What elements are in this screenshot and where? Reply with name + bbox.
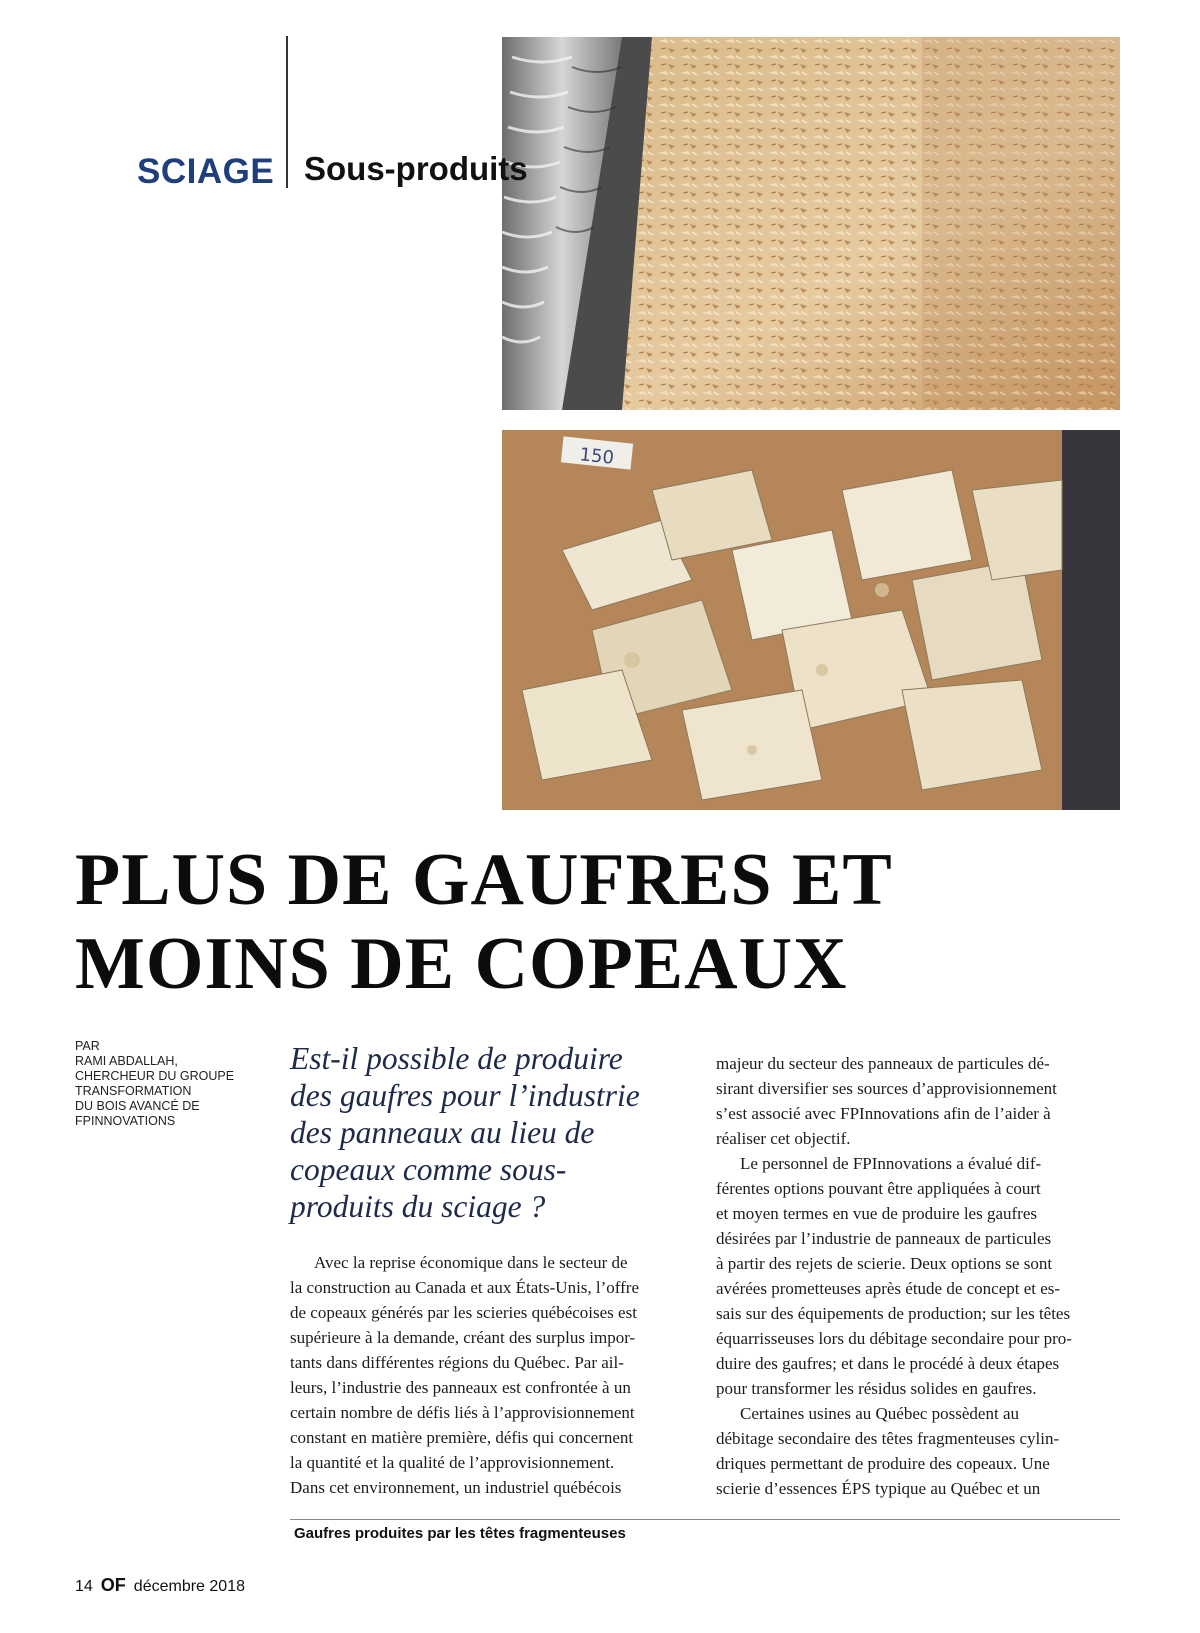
section-tag: SCIAGE (137, 152, 275, 191)
body-line: pour transformer les résidus solides en gaufres. (716, 1379, 1037, 1398)
body-line: s’est associé avec FPInnovations afin de l’aider à (716, 1104, 1051, 1123)
byline-line: FPINNOVATIONS (75, 1114, 176, 1128)
lede-line: Est-il possible de produire (290, 1041, 623, 1076)
body-line: sais sur des équipements de production; sur les têtes (716, 1304, 1071, 1323)
caption-rule (290, 1519, 1120, 1520)
wafers-photo (502, 430, 1120, 810)
body-line: certain nombre de défis liés à l’approvisionnement (290, 1403, 635, 1422)
byline-line: TRANSFORMATION (75, 1084, 192, 1098)
body-line: duire des gaufres; et dans le procédé à deux étapes (716, 1354, 1060, 1373)
issue-date: décembre 2018 (133, 1578, 245, 1595)
byline-line: PAR (75, 1039, 100, 1053)
photo-caption: Gaufres produites par les têtes fragmenteuses (294, 1525, 626, 1542)
lede-line: copeaux comme sous- (290, 1152, 567, 1187)
lede (290, 1040, 690, 1225)
body-line: Certaines usines au Québec possèdent au (740, 1404, 1019, 1423)
byline-line: RAMI ABDALLAH, (75, 1054, 178, 1068)
body-line: désirées par l’industrie de panneaux de particules (716, 1229, 1052, 1248)
body-line: supérieure à la demande, créant des surplus impor- (290, 1328, 636, 1347)
byline-line: DU BOIS AVANCÉ DE (75, 1099, 200, 1113)
body-line: férentes options pouvant être appliquées à court (716, 1179, 1041, 1198)
body-line: équarrisseuses lors du débitage secondaire pour pro- (716, 1329, 1072, 1348)
body-line: scierie d’essences ÉPS typique au Québec et un (716, 1479, 1041, 1498)
headline (75, 838, 1125, 1006)
section-header (137, 150, 274, 194)
bottom-photo-label: 150 (578, 444, 615, 469)
byline (75, 1039, 265, 1129)
headline-line: PLUS DE GAUFRES ET (75, 839, 893, 921)
body-line: constant en matière première, défis qui concernent (290, 1428, 634, 1447)
body-line: à partir des rejets de scierie. Deux options se sont (716, 1254, 1053, 1273)
body-line: débitage secondaire des têtes fragmenteuses cylin- (716, 1429, 1060, 1448)
body-line: driques permettant de produire des copeaux. Une (716, 1454, 1050, 1473)
headline-line: MOINS DE COPEAUX (75, 923, 848, 1005)
page-number: 14 (75, 1578, 93, 1595)
body-line: la construction au Canada et aux États-Unis, l’offre (290, 1278, 640, 1297)
body-line: majeur du secteur des panneaux de particules dé- (716, 1054, 1050, 1073)
page-footer (75, 1575, 245, 1596)
header-divider (286, 36, 288, 188)
sawdust-photo (502, 37, 1120, 410)
body-line: Dans cet environnement, un industriel québécois (290, 1478, 622, 1497)
body-line: tants dans différentes régions du Québec. Par ail- (290, 1353, 624, 1372)
body-line: et moyen termes en vue de produire les gaufres (716, 1204, 1037, 1223)
magazine-brand: OF (100, 1575, 126, 1595)
body-line: Avec la reprise économique dans le secteur de (314, 1253, 628, 1272)
byline-line: CHERCHEUR DU GROUPE (75, 1069, 235, 1083)
lede-line: produits du sciage ? (290, 1189, 546, 1224)
section-subtitle: Sous-produits (304, 150, 528, 187)
body-line: réaliser cet objectif. (716, 1129, 851, 1148)
body-column-1 (290, 1250, 680, 1500)
lede-line: des panneaux au lieu de (290, 1115, 595, 1150)
body-column-2 (716, 1051, 1116, 1501)
body-line: leurs, l’industrie des panneaux est confrontée à un (290, 1378, 631, 1397)
body-line: de copeaux générés par les scieries québécoises est (290, 1303, 637, 1322)
body-line: la quantité et la qualité de l’approvisionnement. (290, 1453, 615, 1472)
body-line: avérées prometteuses après étude de concept et es- (716, 1279, 1061, 1298)
body-line: sirant diversifier ses sources d’approvisionnement (716, 1079, 1057, 1098)
lede-line: des gaufres pour l’industrie (290, 1078, 640, 1113)
body-line: Le personnel de FPInnovations a évalué dif- (740, 1154, 1042, 1173)
